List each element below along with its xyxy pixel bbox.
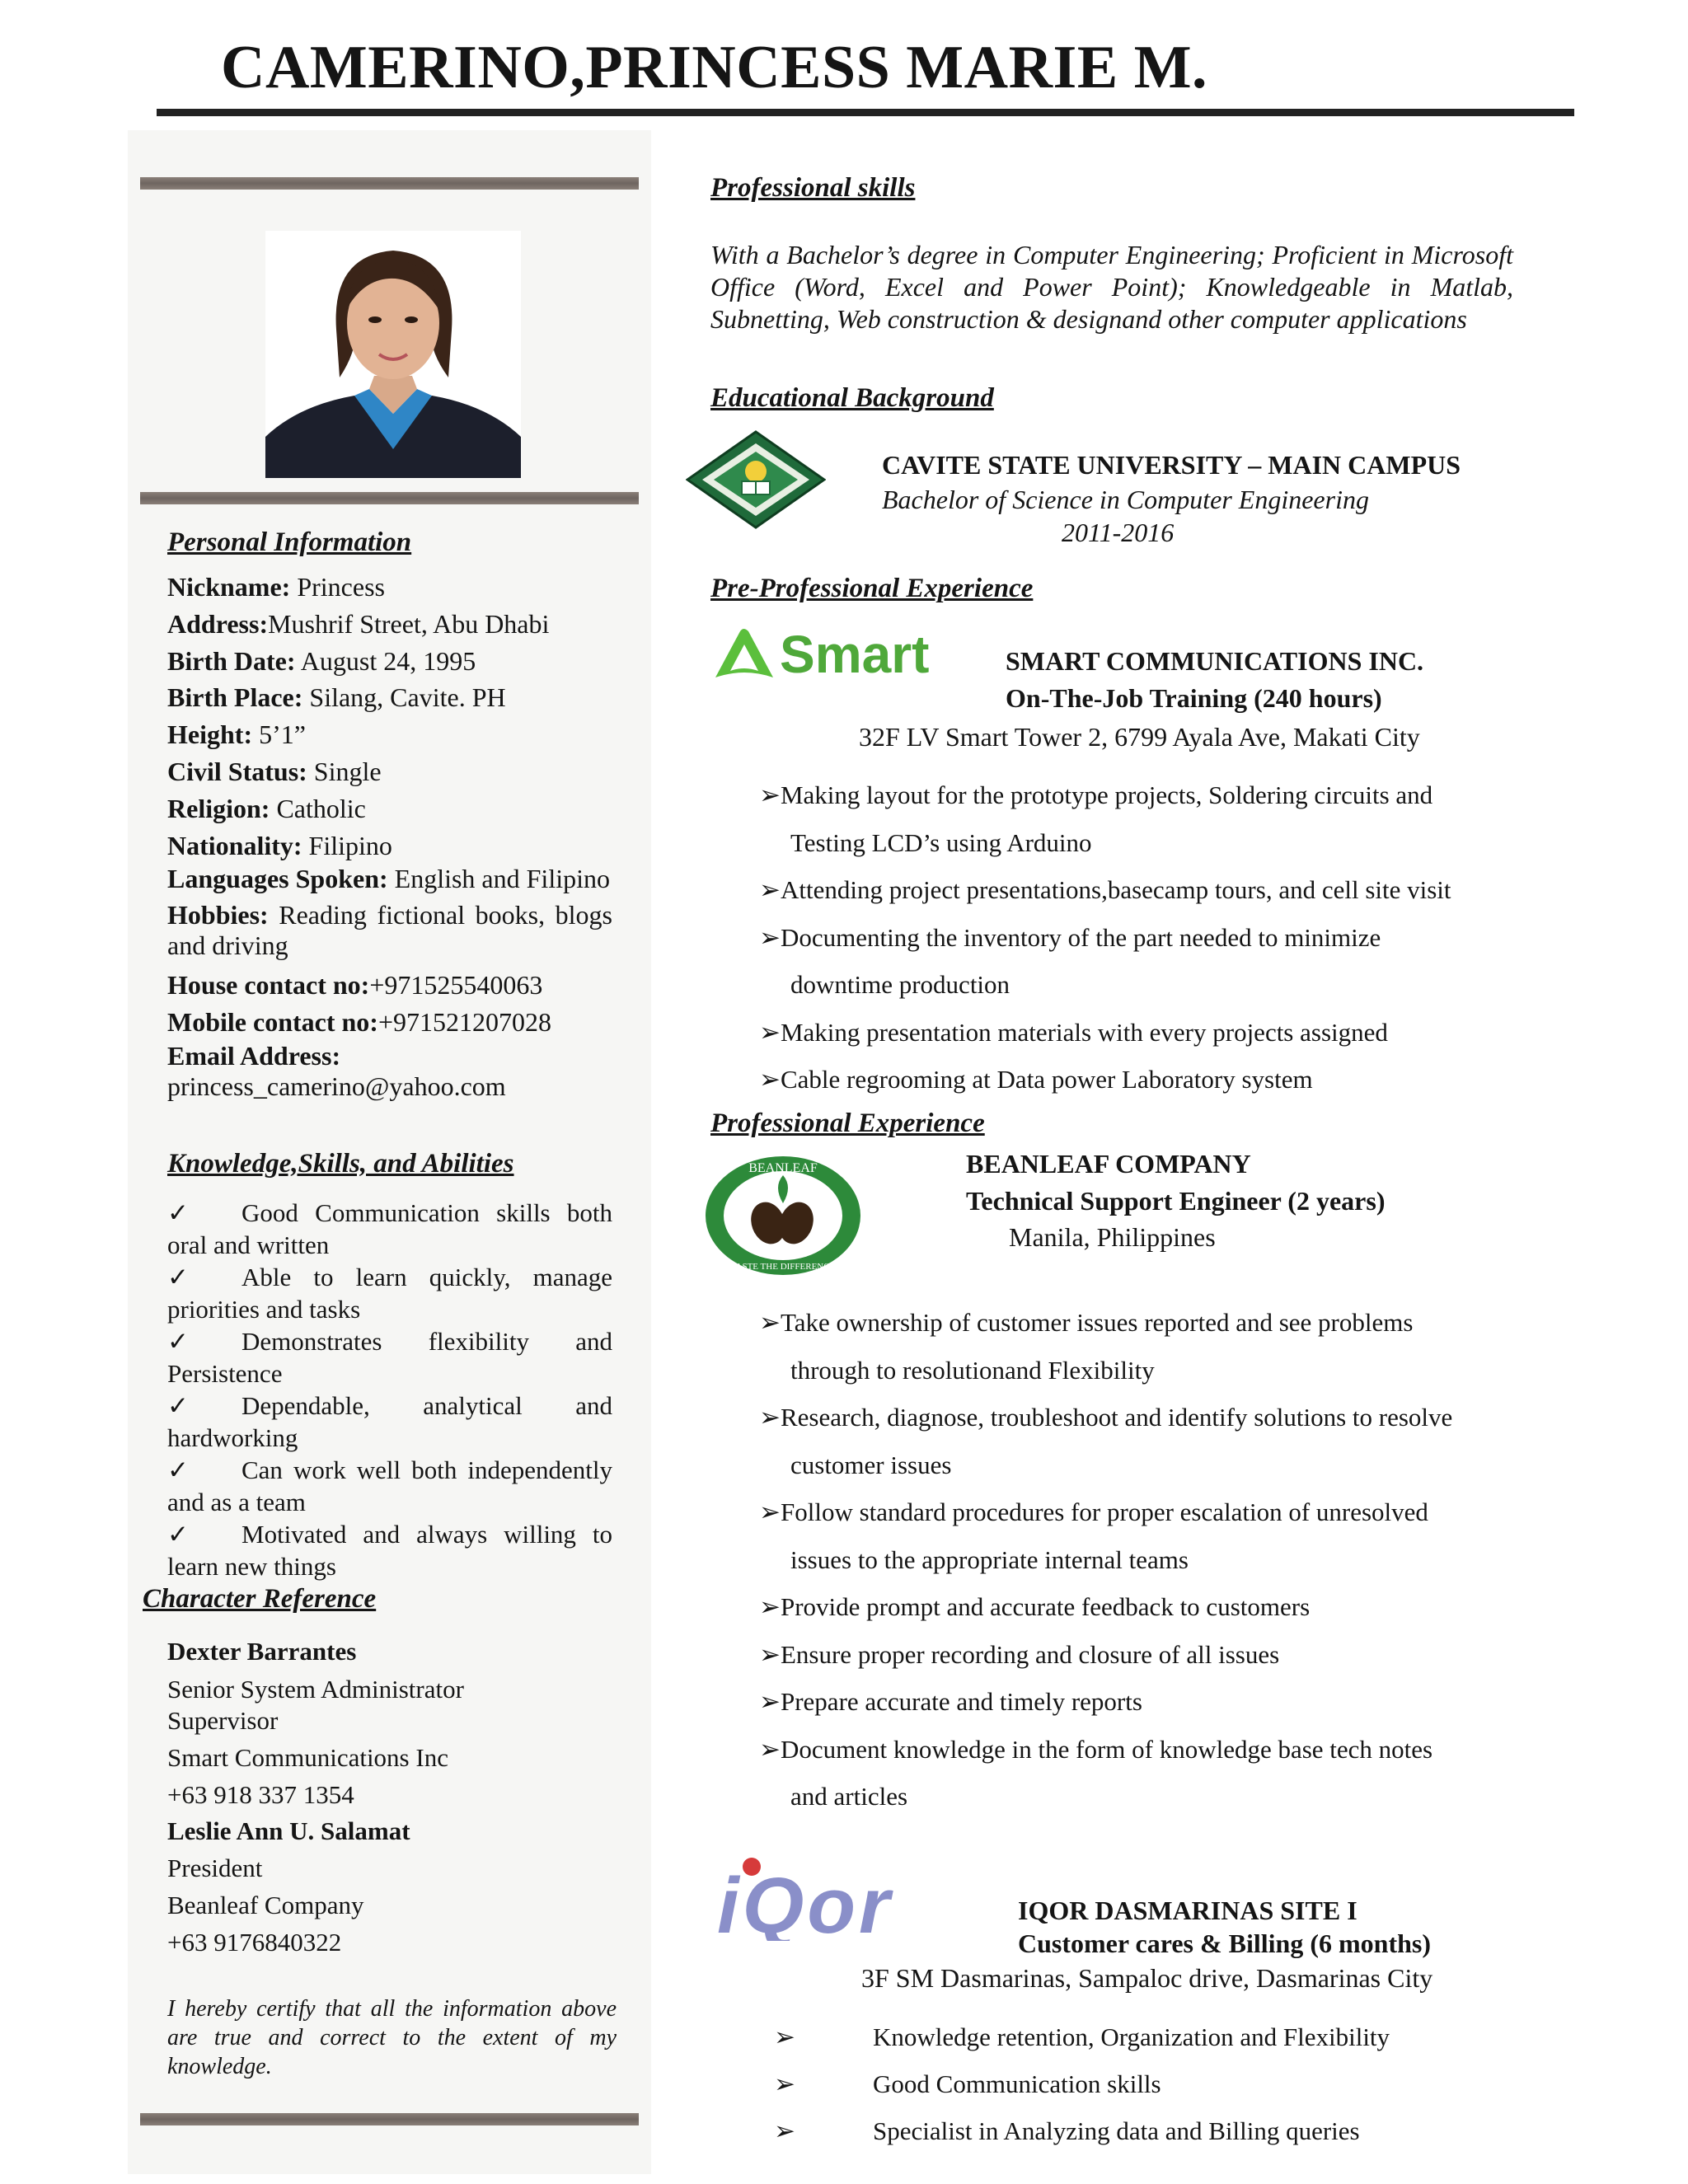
arrow-icon: ➢ [759, 1017, 781, 1047]
reference-name: Dexter Barrantes [167, 1637, 357, 1666]
ksa-item: ✓ Can work well both independently and as a team [167, 1455, 612, 1516]
certification-statement: I hereby certify that all the information above are true and correct to the extent of my knowledge. [167, 1996, 617, 2079]
professional-skills-text: With a Bachelor’s degree in Computer Engineering; Proficient in Microsoft Office (Word, Excel and Power Point); Knowledgeable in Matlab, Subnetting, Web construction & designand other computer applications [710, 240, 1513, 334]
reference-company: Beanleaf Company [167, 1890, 364, 1919]
personal-row-languages: Languages Spoken: English and Filipino [167, 864, 610, 894]
pre-professional-heading: Pre-Professional Experience [710, 574, 1034, 603]
reference-title: President [167, 1854, 263, 1883]
personal-row-civil-status: Civil Status: Single [167, 756, 382, 786]
reference-phone: +63 918 337 1354 [167, 1779, 354, 1809]
bullet-item: ➢Document knowledge in the form of knowledge base tech notes and articles [759, 1734, 1433, 1811]
ksa-list [167, 1197, 612, 1582]
bullet-item: ➢Making presentation materials with every projects assigned [759, 1017, 1388, 1047]
arrow-icon: ➢ [759, 1639, 781, 1669]
reference-list [167, 1633, 612, 1961]
personal-row-nationality: Nationality: Filipino [167, 830, 392, 860]
bullet-item: ➢Take ownership of customer issues reported and see problems through to resolutionand Flexibility [759, 1308, 1414, 1385]
divider-bar [140, 177, 639, 190]
personal-row-house-contact: House contact no:+971525540063 [167, 970, 543, 1001]
check-icon: ✓ [167, 1455, 189, 1484]
smart-logo-text: Smart [780, 625, 930, 684]
title-rule [157, 109, 1574, 116]
company-address: 32F LV Smart Tower 2, 6799 Ayala Ave, Makati City [859, 722, 1420, 752]
arrow-icon: ➢ [759, 1497, 781, 1526]
bullet-item: ➢ Specialist in Analyzing data and Billing queries [710, 2107, 1518, 2154]
arrow-icon: ➢ [759, 780, 781, 809]
education-years: 2011-2016 [1062, 518, 1175, 547]
bullet-item: ➢Prepare accurate and timely reports [759, 1687, 1142, 1716]
bullet-item: ➢Research, diagnose, troubleshoot and identify solutions to resolve customer issues [759, 1403, 1453, 1479]
arrow-icon: ➢ [759, 875, 781, 904]
reference-name: Leslie Ann U. Salamat [167, 1816, 410, 1846]
bullet-item: ➢Follow standard procedures for proper escalation of unresolved issues to the appropriate internal teams [759, 1497, 1428, 1574]
bullet-item: ➢Provide prompt and accurate feedback to customers [759, 1592, 1311, 1621]
arrow-icon: ➢ [774, 2022, 795, 2051]
bullet-item: ➢ Knowledge retention, Organization and Flexibility [710, 2013, 1518, 2060]
bullet-item: ➢Cable regrooming at Data power Laboratory system [759, 1065, 1313, 1094]
company-name: IQOR DASMARINAS SITE I [1018, 1896, 1357, 1925]
bullet-item: ➢Ensure proper recording and closure of all issues [759, 1639, 1280, 1669]
personal-info-heading: Personal Information [167, 527, 412, 557]
iqor-logo-text: iQor [717, 1862, 893, 1941]
university-seal-icon [686, 430, 826, 533]
profile-photo [265, 231, 521, 478]
ksa-item: ✓ Dependable, analytical and hardworking [167, 1391, 612, 1452]
job-role: Technical Support Engineer (2 years) [966, 1186, 1386, 1216]
personal-row-birth-place: Birth Place: Silang, Cavite. PH [167, 682, 506, 713]
professional-skills-heading: Professional skills [710, 173, 916, 203]
reference-title: Supervisor [167, 1705, 279, 1735]
iqor-logo [710, 1850, 982, 1945]
check-icon: ✓ [167, 1263, 189, 1291]
beanleaf-company [966, 1146, 1385, 1254]
reference-phone: +63 9176840322 [167, 1927, 342, 1957]
arrow-icon: ➢ [759, 1592, 781, 1621]
check-icon: ✓ [167, 1391, 189, 1420]
professional-bullets [759, 1299, 1511, 1821]
education-heading: Educational Background [710, 383, 994, 413]
divider-bar [140, 492, 639, 504]
degree: Bachelor of Science in Computer Engineering [882, 485, 1369, 514]
iqor-address: 3F SM Dasmarinas, Sampaloc drive, Dasmarinas City [861, 1963, 1433, 1993]
personal-row-nickname: Nickname: Princess [167, 572, 385, 602]
beanleaf-logo-text: BEANLEAF [748, 1161, 818, 1175]
arrow-icon: ➢ [774, 2069, 795, 2098]
check-icon: ✓ [167, 1198, 189, 1227]
arrow-icon: ➢ [759, 1308, 781, 1337]
personal-row-religion: Religion: Catholic [167, 793, 366, 823]
bullet-item: ➢Attending project presentations,basecamp tours, and cell site visit [759, 875, 1451, 904]
bullet-item: ➢Documenting the inventory of the part needed to minimize downtime production [759, 922, 1381, 999]
company-name: SMART COMMUNICATIONS INC. [1006, 646, 1424, 676]
smart-logo [710, 620, 966, 690]
reference-heading: Character Reference [143, 1584, 377, 1614]
reference-company: Smart Communications Inc [167, 1742, 448, 1772]
check-icon: ✓ [167, 1327, 189, 1356]
divider-bar [140, 2113, 639, 2125]
company-name: BEANLEAF COMPANY [966, 1149, 1251, 1179]
iqor-company [1018, 1894, 1431, 1960]
arrow-icon: ➢ [759, 922, 781, 952]
beanleaf-logo [702, 1154, 864, 1282]
ksa-item: ✓ Good Communication skills both oral and written [167, 1198, 612, 1259]
ksa-item: ✓ Able to learn quickly, manage priorities and tasks [167, 1263, 612, 1324]
bullet-item: ➢Making layout for the prototype projects, Soldering circuits and Testing LCD’s using Arduino [759, 780, 1433, 857]
smart-company [1006, 643, 1423, 717]
job-location: Manila, Philippines [1009, 1222, 1216, 1252]
personal-row-birth-date: Birth Date: August 24, 1995 [167, 645, 476, 676]
school-name: CAVITE STATE UNIVERSITY – MAIN CAMPUS [882, 450, 1461, 480]
resume-name: CAMERINO,PRINCESS MARIE M. [221, 34, 1208, 101]
personal-row-address: Address:Mushrif Street, Abu Dhabi [167, 608, 550, 639]
ksa-item: ✓ Motivated and always willing to learn new things [167, 1520, 612, 1581]
personal-info-list [167, 569, 612, 1108]
iqor-bullets [710, 2013, 1518, 2154]
education-details [882, 447, 1461, 549]
ksa-heading: Knowledge,Skills, and Abilities [167, 1149, 514, 1179]
personal-row-height: Height: 5’1” [167, 719, 306, 750]
check-icon: ✓ [167, 1520, 189, 1549]
personal-row-mobile-contact: Mobile contact no:+971521207028 [167, 1007, 551, 1038]
personal-row-email: Email Address: princess_camerino@yahoo.com [167, 1040, 506, 1101]
beanleaf-logo-tagline: TASTE THE DIFFERENCE [730, 1262, 836, 1272]
arrow-icon: ➢ [759, 1065, 781, 1094]
arrow-icon: ➢ [774, 2116, 795, 2145]
arrow-icon: ➢ [759, 1734, 781, 1764]
arrow-icon: ➢ [759, 1403, 781, 1432]
arrow-icon: ➢ [759, 1687, 781, 1716]
bullet-item: ➢ Good Communication skills [710, 2060, 1518, 2107]
job-role: Customer cares & Billing (6 months) [1018, 1929, 1432, 1958]
professional-heading: Professional Experience [710, 1108, 985, 1138]
personal-row-hobbies: Hobbies: Reading fictional books, blogs and driving [167, 900, 612, 961]
ksa-item: ✓ Demonstrates flexibility and Persistence [167, 1327, 612, 1388]
job-role: On-The-Job Training (240 hours) [1006, 683, 1382, 713]
pre-professional-bullets [759, 771, 1511, 1104]
reference-title: Senior System Administrator [167, 1674, 464, 1704]
